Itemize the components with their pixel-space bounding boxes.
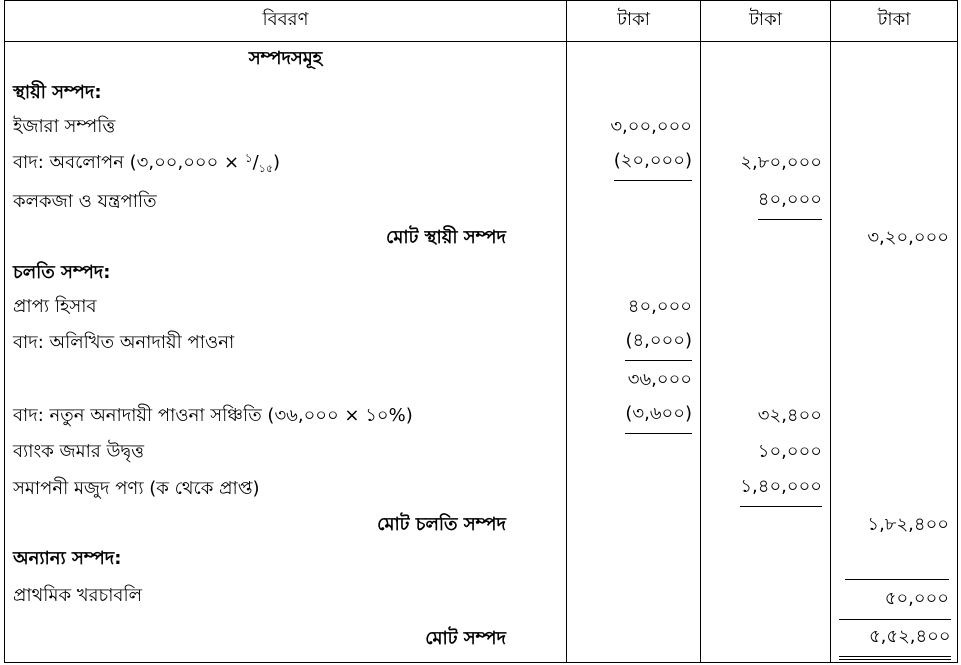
current-assets-heading: চলতি সম্পদ: [5,256,567,290]
net-receivables-amount: ৩২,৪০০ [701,397,831,436]
assets-heading: সম্পদসমূহ [5,42,567,77]
balance-sheet-table [4,0,958,663]
taka-column-2-header: টাকা [701,1,831,42]
description-column-header: বিবরণ [5,1,567,42]
table-row [5,436,958,470]
fraction-numerator: ১ [244,151,253,166]
new-bad-debt-reserve-amount: (৩,৬০০) [625,399,692,434]
table-row [5,324,958,363]
table-row [5,256,958,290]
table-row [5,577,958,617]
receivables-net-amount: ৩৬,০০০ [567,363,701,397]
receivables-label: প্রাপ্য হিসাব [5,290,567,324]
lease-property-amount: ৩,০০,০০০ [567,110,701,144]
preliminary-expenses-label: প্রাথমিক খরচাবলি [5,577,567,617]
table-row [5,397,958,436]
table-row [5,183,958,222]
total-current-assets-label: মোট চলতি সম্পদ [5,509,567,543]
written-bad-debt-label: বাদ: অলিখিত অনাদায়ী পাওনা [5,324,567,363]
preliminary-expenses-amount: ৫০,০০০ [845,579,949,615]
total-current-assets-amount: ১,৮২,৪০০ [831,509,958,543]
table-row [5,145,958,184]
taka-column-3-header: টাকা [831,1,958,42]
total-fixed-assets-amount: ৩,২০,০০০ [831,222,958,256]
table-row [5,509,958,543]
fraction-denominator: ১৫ [258,162,274,176]
other-assets-heading: অন্যান্য সম্পদ: [5,543,567,577]
machinery-amount: ৪০,০০০ [758,185,822,220]
depreciation-amount: (২০,০০০) [614,146,692,181]
machinery-label: কলকজা ও যন্ত্রপাতি [5,183,567,222]
total-assets-label: মোট সম্পদ [5,617,567,663]
table-row [5,543,958,577]
taka-column-1-header: টাকা [567,1,701,42]
table-header-row [5,1,958,42]
table-row [5,290,958,324]
table-row [5,363,958,397]
lease-property-label: ইজারা সম্পত্তি [5,110,567,144]
total-assets-amount: ৫,৫২,৪০০ [839,619,951,660]
new-bad-debt-reserve-label: বাদ: নতুন অনাদায়ী পাওনা সঞ্চিতি (৩৬,০০০ × ১০%) [5,397,567,436]
bank-balance-label: ব্যাংক জমার উদ্বৃত্ত [5,436,567,470]
table-row [5,222,958,256]
bank-balance-amount: ১০,০০০ [701,436,831,470]
table-row [5,76,958,110]
closing-stock-amount: ১,৪০,০০০ [740,472,822,507]
receivables-amount: ৪০,০০০ [567,290,701,324]
written-bad-debt-amount: (৪,০০০) [625,326,692,361]
fixed-assets-heading: স্থায়ী সম্পদ: [5,76,567,110]
table-row [5,617,958,663]
closing-stock-label: সমাপনী মজুদ পণ্য (ক থেকে প্রাপ্ত) [5,470,567,509]
table-row [5,42,958,77]
depreciation-label: বাদ: অবলোপন (৩,০০,০০০ × $^১/_{১৫}$) [5,145,567,184]
net-lease-property-amount: ২,৮০,০০০ [701,145,831,184]
table-row [5,470,958,509]
table-row [5,110,958,144]
total-fixed-assets-label: মোট স্থায়ী সম্পদ [5,222,567,256]
